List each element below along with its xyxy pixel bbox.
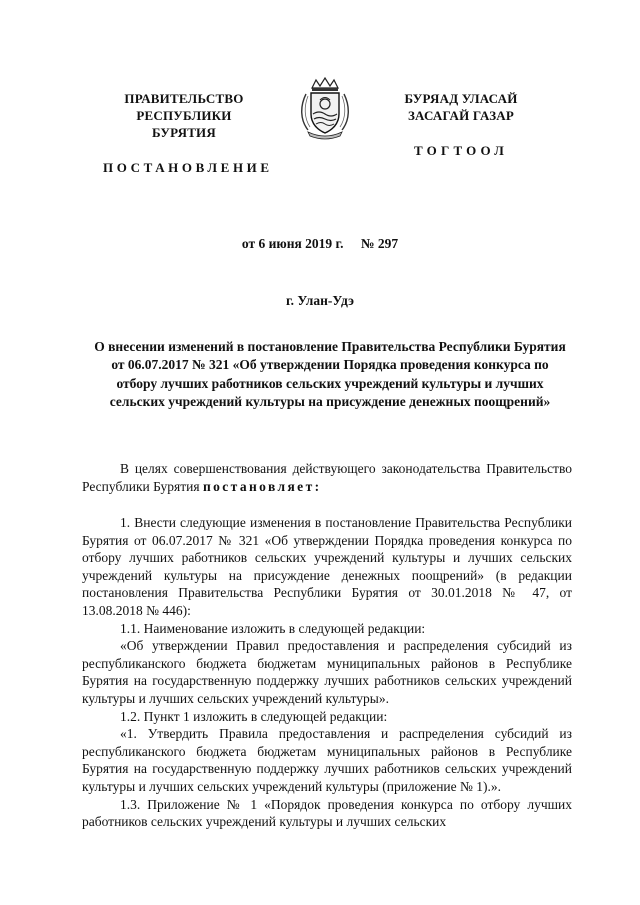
paragraph: 1.1. Наименование изложить в следующей редакции: [120, 620, 426, 636]
city: г. Улан-Удэ [286, 293, 354, 308]
paragraph: «Об утверждении Правил предоставления и распределения субсидий из республиканского бюджета бюджетам муниципальных районов в Республике Бурятия на государственную поддержку лучших работников сельских учреждений культуры и лучших сельских учреждений культуры». [82, 638, 572, 706]
preamble-text: В целях совершенствования действующего законодательства Правительство Республики Бурятия [82, 461, 572, 494]
coat-of-arms-icon [296, 76, 354, 142]
paragraph: 1. Внести следующие изменения в постановление Правительства Республики Бурятия от 06.07.2017 № 321 «Об утверждении Порядка проведения конкурса по отбору лучших работников сельских учреждений культуры и лучших сельских учреждений культуры на присуждение денежных поощрений» (в редакции постановления Правительства Республики Бурятия от 30.01.2018 № 47, от 13.08.2018 № 446): [82, 515, 572, 618]
document-title: О внесении изменений в постановление Правительства Республики Бурятия от 06.07.2017 № 321 «Об утверждении Порядка проведения конкурса по отбору лучших работников сельских учреждений культуры и лучших сельских учреждений культуры на присуждение денежных поощрений» [94, 339, 566, 410]
preamble [82, 460, 572, 495]
issuer-buryat-line-2: ЗАСАГАЙ ГАЗАР [407, 108, 515, 123]
date-number-line [0, 236, 640, 252]
paragraph: 1.2. Пункт 1 изложить в следующей редакции: [120, 708, 388, 724]
issuer-line-1: ПРАВИТЕЛЬСТВО [124, 91, 244, 106]
paragraph: 1.3. Приложение № 1 «Порядок проведения конкурса по отбору лучших работников сельских учреждений культуры и лучших сельских [82, 796, 572, 830]
issuer-buryat [380, 90, 542, 159]
issuer-russian [103, 90, 273, 176]
issuer-line-2: РЕСПУБЛИКИ БУРЯТИЯ [136, 108, 232, 140]
document-date: от 6 июня 2019 г. [241, 236, 344, 251]
document-number: № 297 [360, 236, 399, 251]
decree-word: постановляет: [202, 478, 322, 494]
doc-type-russian: ПОСТАНОВЛЕНИЕ [103, 160, 273, 175]
doc-type-buryat: ТОГТООЛ [413, 143, 509, 158]
document-body [82, 514, 572, 831]
issuer-buryat-line-1: БУРЯАД УЛАСАЙ [404, 91, 518, 106]
paragraph: «1. Утвердить Правила предоставления и распределения субсидий из республиканского бюджета бюджетам муниципальных районов в Республике Бурятия на государственную поддержку лучших работников сельских учреждений культуры и лучших сельских учреждений культуры (приложение № 1).». [82, 726, 572, 794]
